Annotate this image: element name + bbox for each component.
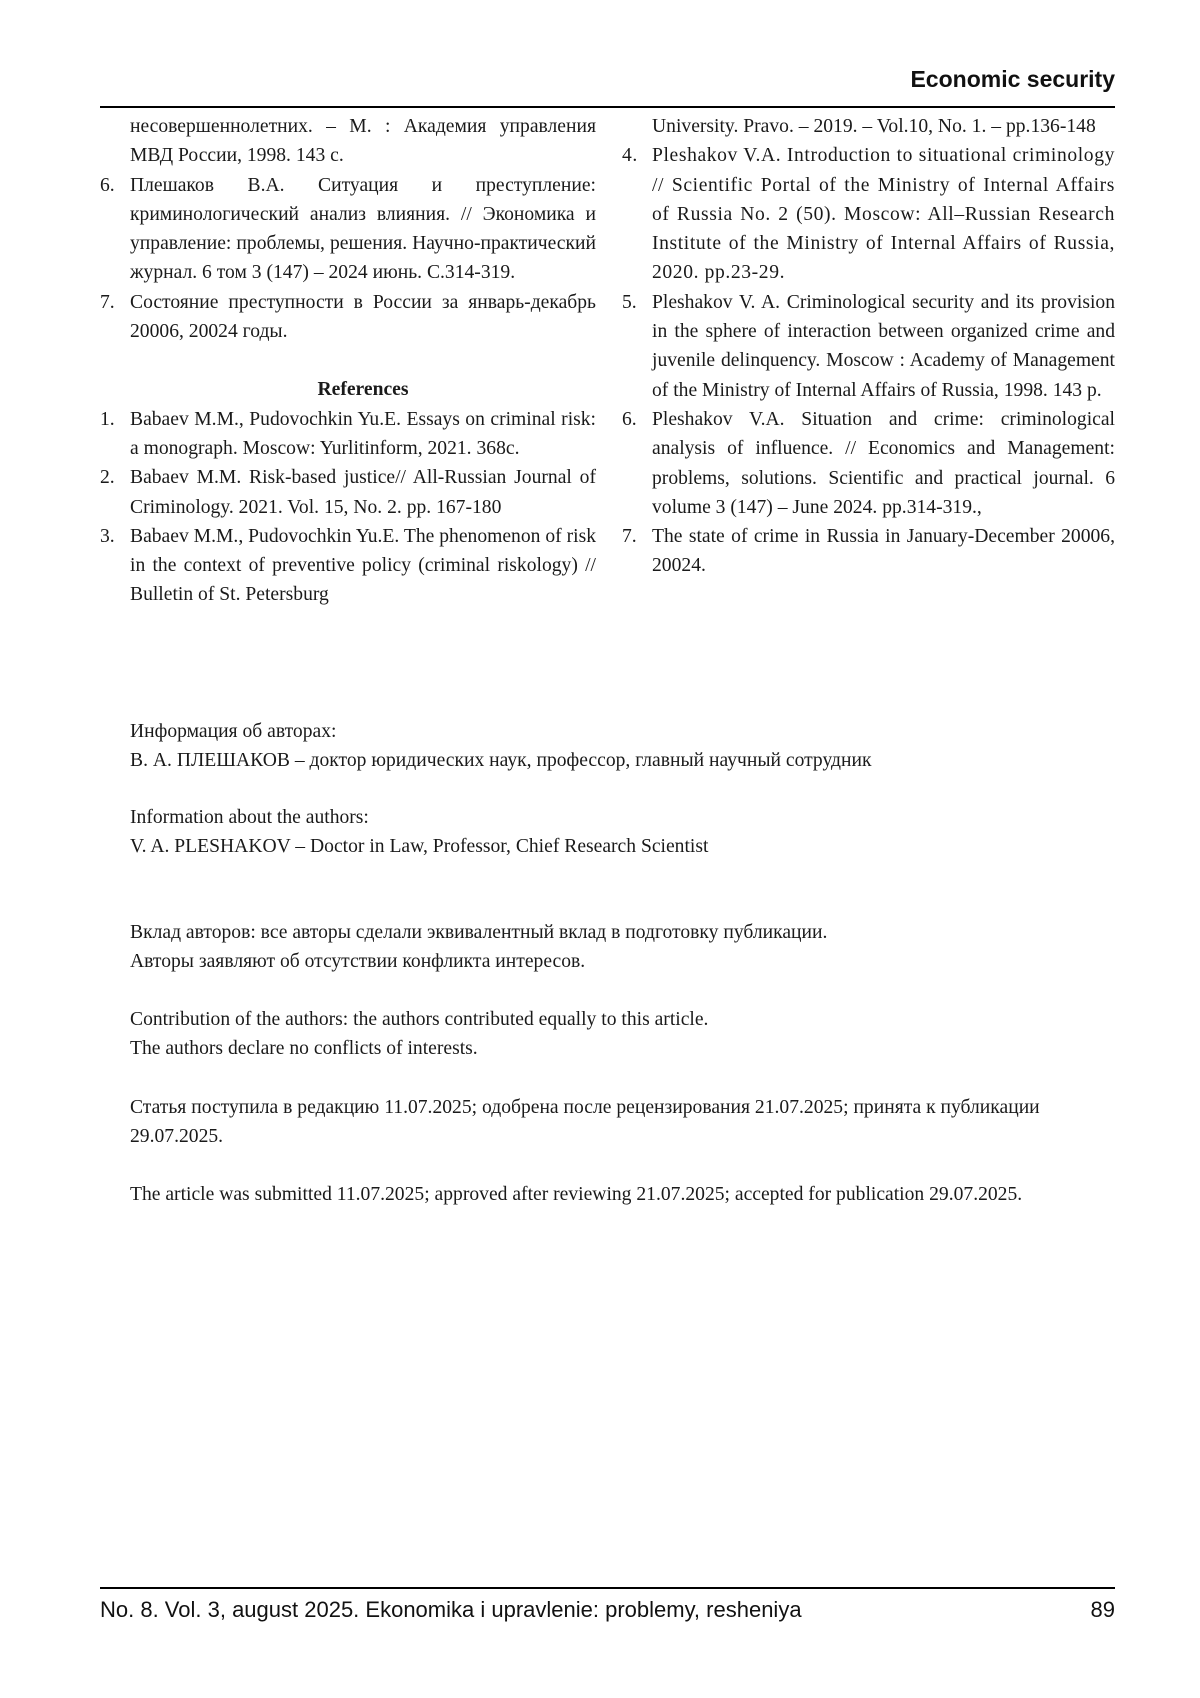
english-reference-list [100,405,596,610]
russian-reference-list [100,171,596,347]
author-info-heading: Информация об авторах: [130,721,337,742]
reference-number: 7. [622,526,637,548]
references-heading: References [317,379,409,401]
contribution-ru [130,918,1090,977]
reference-text: Плешаков В.А. Ситуация и преступление: криминологический анализ влияния. // Экономика и управление: проблемы, решения. Научно-практический журнал. 6 том 3 (147) – 2024 июнь. С.314-319. [130,174,596,284]
reference-item [100,522,596,610]
article-dates-en [130,1180,1090,1209]
continued-reference: University. Pravo. – 2019. – Vol.10, No. 1. – pp.136-148 [652,116,1096,137]
reference-item [100,405,596,464]
reference-number: 2. [100,467,115,489]
conflict-statement: The authors declare no conflicts of interests. [130,1038,478,1060]
reference-number: 6. [622,408,637,430]
reference-text: Pleshakov V.A. Situation and crime: criminological analysis of influence. // Economics and Management: problems, solutions. Scientific and practical journal. 6 volume 3 (147) – June 2024. pp.314-319., [652,408,1115,518]
conflict-statement: Авторы заявляют об отсутствии конфликта интересов. [130,951,586,973]
author-info-en [130,803,1090,862]
reference-number: 6. [100,174,115,196]
reference-text: Состояние преступности в России за январь-декабрь 20006, 20024 годы. [130,291,596,343]
article-dates-ru [130,1093,1090,1152]
reference-item [622,141,1115,287]
journal-citation: No. 8. Vol. 3, august 2025. Ekonomika i upravlenie: problemy, resheniya [100,1597,802,1622]
reference-item [622,405,1115,522]
reference-item [100,463,596,522]
article-dates: Статья поступила в редакцию 11.07.2025; одобрена после рецензирования 21.07.2025; принята к публикации 29.07.2025. [130,1097,1040,1148]
page-header [100,64,1115,108]
continued-reference: несовершеннолетних. – М. : Академия управления МВД России, 1998. 143 с. [130,116,596,167]
contribution-statement: Contribution of the authors: the authors contributed equally to this article. [130,1009,709,1030]
contribution-statement: Вклад авторов: все авторы сделали эквивалентный вклад в подготовку публикации. [130,922,828,943]
section-title: Economic security [910,66,1115,92]
reference-number: 3. [100,525,115,547]
reference-text: The state of crime in Russia in January-December 20006, 20024. [652,526,1115,577]
reference-number: 5. [622,291,637,313]
reference-text: Babaev M.M. Risk-based justice// All-Russian Journal of Criminology. 2021. Vol. 15, No. 2. pp. 167-180 [130,467,596,518]
reference-item [622,522,1115,581]
contribution-en [130,1005,1090,1064]
footer-divider [100,1587,1115,1589]
reference-number: 4. [622,145,638,167]
article-dates: The article was submitted 11.07.2025; approved after reviewing 21.07.2025; accepted for publication 29.07.2025. [130,1184,1023,1205]
reference-item [622,288,1115,405]
reference-text: Pleshakov V. A. Criminological security and its provision in the sphere of interaction between organized crime and juvenile delinquency. Moscow : Academy of Management of the Ministry of Internal Affairs of Russia, 1998. 143 p. [652,291,1115,401]
author-info-line: В. А. ПЛЕШАКОВ – доктор юридических наук, профессор, главный научный сотрудник [130,750,872,772]
author-info-heading: Information about the authors: [130,807,369,828]
reference-number: 1. [100,408,115,430]
english-reference-list-continued [622,141,1115,580]
reference-text: Pleshakov V.A. Introduction to situational criminology // Scientific Portal of the Ministry of Internal Affairs of Russia No. 2 (50). Moscow: All–Russian Research Institute of the Ministry of Internal Affairs of Russia, 2020. pp.23-29. [652,145,1115,284]
reference-item [100,171,596,288]
reference-text: Babaev M.M., Pudovochkin Yu.E. The phenomenon of risk in the context of preventive policy (criminal riskology) // Bulletin of St. Petersburg [130,525,596,606]
author-info-ru [130,717,1090,776]
reference-number: 7. [100,291,115,313]
left-column [100,112,596,610]
right-column [622,112,1115,581]
page-number: 89 [1090,1597,1115,1622]
reference-item [100,288,596,347]
reference-text: Babaev M.M., Pudovochkin Yu.E. Essays on criminal risk: a monograph. Moscow: Yurlitinform, 2021. 368c. [130,408,596,459]
author-info-line: V. A. PLESHAKOV – Doctor in Law, Professor, Chief Research Scientist [130,836,709,858]
